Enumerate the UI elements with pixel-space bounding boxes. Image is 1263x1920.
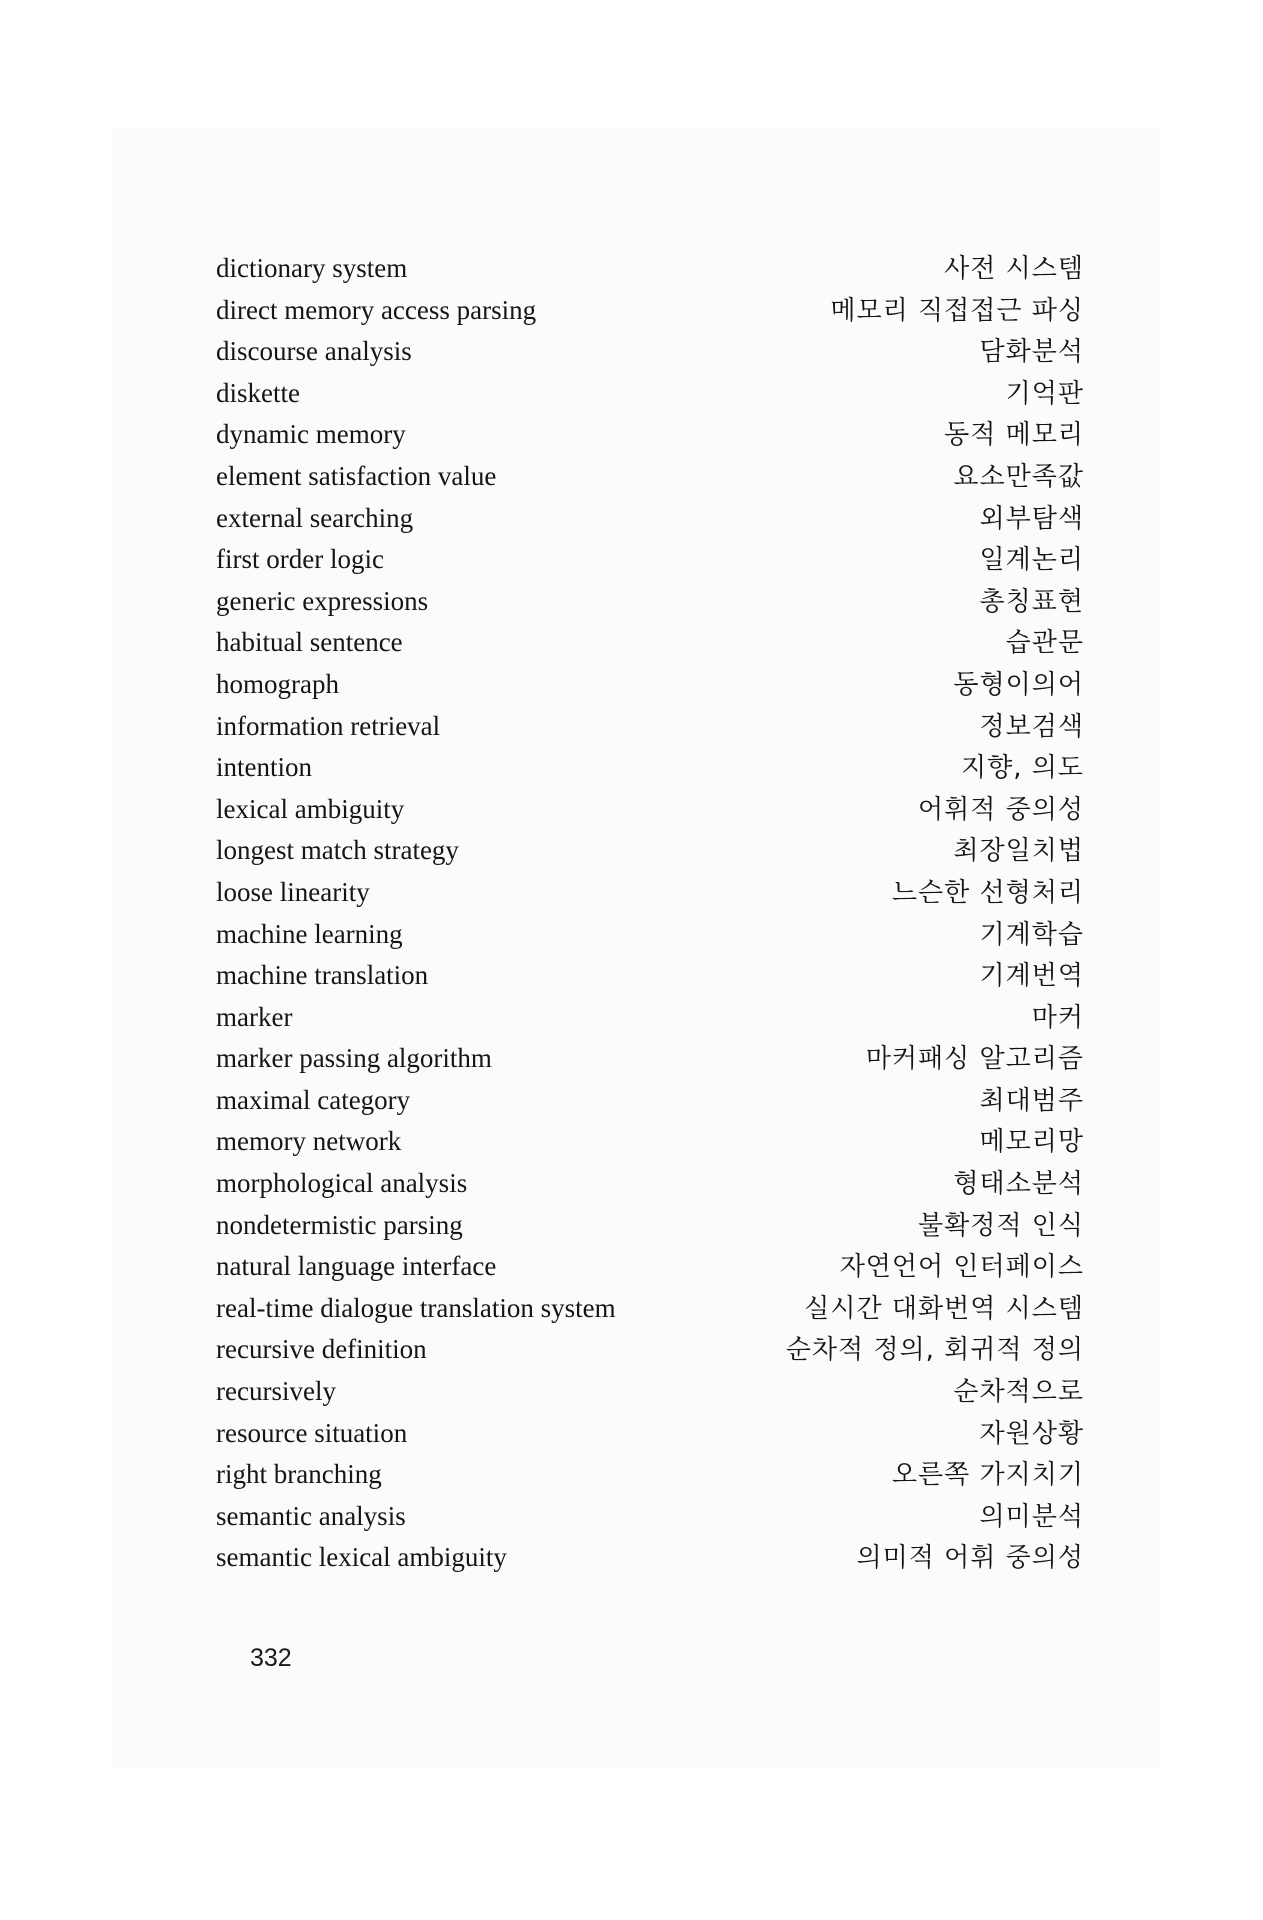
english-term: machine learning	[216, 918, 403, 949]
english-term: dictionary system	[216, 253, 408, 283]
glossary-entry	[216, 248, 1084, 290]
glossary-list	[216, 248, 1084, 1579]
english-term: resource situation	[216, 1417, 408, 1448]
page-number: 332	[250, 1644, 292, 1672]
glossary-entry	[216, 414, 1084, 456]
korean-term: 자연언어 인터페이스	[839, 1252, 1084, 1283]
english-term: memory network	[216, 1126, 402, 1157]
glossary-entry	[216, 955, 1084, 997]
korean-term: 어휘적 중의성	[918, 794, 1084, 825]
english-term: nondetermistic parsing	[216, 1209, 463, 1240]
korean-term: 순차적으로	[953, 1377, 1084, 1408]
glossary-entry	[216, 1454, 1084, 1496]
glossary-entry	[216, 1163, 1084, 1205]
glossary-entry	[216, 664, 1084, 706]
korean-term: 동적 메모리	[944, 420, 1084, 451]
english-term: maximal category	[216, 1084, 411, 1115]
english-term: machine translation	[216, 960, 429, 991]
korean-term: 최장일치법	[953, 836, 1084, 867]
glossary-entry	[216, 456, 1084, 498]
glossary-entry	[216, 581, 1084, 623]
korean-term: 메모리 직접접근 파싱	[830, 295, 1084, 326]
korean-term: 동형이의어	[953, 669, 1084, 700]
english-term: recursive definition	[216, 1334, 427, 1365]
english-term: element satisfaction value	[216, 460, 497, 491]
glossary-entry	[216, 1413, 1084, 1455]
glossary-entry	[216, 1038, 1084, 1080]
glossary-entry	[216, 622, 1084, 664]
english-term: external searching	[216, 502, 414, 533]
glossary-entry	[216, 830, 1084, 872]
glossary-entry	[216, 706, 1084, 748]
korean-term: 메모리망	[979, 1127, 1084, 1158]
korean-term: 기계번역	[979, 961, 1084, 992]
english-term: homograph	[216, 668, 339, 699]
korean-term: 순차적 정의, 회귀적 정의	[785, 1335, 1084, 1366]
english-term: direct memory access parsing	[216, 294, 537, 325]
korean-term: 사전 시스템	[944, 254, 1084, 284]
korean-term: 외부탐색	[979, 503, 1084, 534]
korean-term: 지향, 의도	[961, 753, 1084, 784]
english-term: marker	[216, 1001, 293, 1032]
glossary-entry	[216, 1329, 1084, 1371]
korean-term: 의미적 어휘 중의성	[856, 1543, 1084, 1574]
korean-term: 담화분석	[979, 337, 1084, 368]
korean-term: 기억판	[1005, 378, 1084, 409]
korean-term: 일계논리	[979, 545, 1084, 576]
korean-term: 요소만족값	[953, 461, 1084, 492]
glossary-entry	[216, 373, 1084, 415]
korean-term: 실시간 대화번역 시스템	[804, 1293, 1084, 1324]
glossary-entry	[216, 1205, 1084, 1247]
korean-term: 자원상황	[979, 1418, 1084, 1449]
glossary-entry	[216, 997, 1084, 1039]
korean-term: 최대범주	[979, 1085, 1084, 1116]
english-term: dynamic memory	[216, 419, 406, 450]
glossary-entry	[216, 1288, 1084, 1330]
english-term: discourse analysis	[216, 336, 412, 367]
glossary-entry	[216, 1496, 1084, 1538]
english-term: natural language interface	[216, 1251, 497, 1282]
glossary-entry	[216, 1537, 1084, 1579]
glossary-entry	[216, 331, 1084, 373]
korean-term: 습관문	[1005, 628, 1084, 659]
english-term: information retrieval	[216, 710, 441, 741]
korean-term: 느슨한 선형처리	[891, 877, 1084, 908]
english-term: lexical ambiguity	[216, 793, 405, 824]
glossary-entry	[216, 872, 1084, 914]
english-term: first order logic	[216, 544, 384, 575]
korean-term: 총칭표현	[979, 586, 1084, 617]
english-term: loose linearity	[216, 876, 370, 907]
english-term: habitual sentence	[216, 627, 403, 658]
english-term: semantic analysis	[216, 1500, 406, 1531]
english-term: intention	[216, 752, 312, 783]
korean-term: 형태소분석	[953, 1169, 1084, 1200]
english-term: diskette	[216, 377, 300, 408]
korean-term: 의미분석	[979, 1501, 1084, 1532]
english-term: generic expressions	[216, 585, 429, 616]
korean-term: 마커	[1031, 1002, 1084, 1033]
english-term: real-time dialogue translation system	[216, 1292, 616, 1323]
korean-term: 정보검색	[979, 711, 1084, 742]
english-term: right branching	[216, 1459, 382, 1490]
english-term: morphological analysis	[216, 1168, 468, 1199]
english-term: recursively	[216, 1376, 336, 1407]
glossary-entry	[216, 789, 1084, 831]
glossary-entry	[216, 498, 1084, 540]
glossary-entry	[216, 290, 1084, 332]
korean-term: 불확정적 인식	[918, 1210, 1084, 1241]
korean-term: 기계학습	[979, 919, 1084, 950]
glossary-entry	[216, 1080, 1084, 1122]
korean-term: 마커패싱 알고리즘	[865, 1044, 1084, 1075]
glossary-entry	[216, 1246, 1084, 1288]
english-term: marker passing algorithm	[216, 1043, 492, 1074]
glossary-entry	[216, 747, 1084, 789]
glossary-entry	[216, 539, 1084, 581]
glossary-entry	[216, 1371, 1084, 1413]
glossary-entry	[216, 914, 1084, 956]
english-term: longest match strategy	[216, 835, 459, 866]
english-term: semantic lexical ambiguity	[216, 1542, 507, 1573]
korean-term: 오른쪽 가지치기	[891, 1460, 1084, 1491]
glossary-entry	[216, 1121, 1084, 1163]
